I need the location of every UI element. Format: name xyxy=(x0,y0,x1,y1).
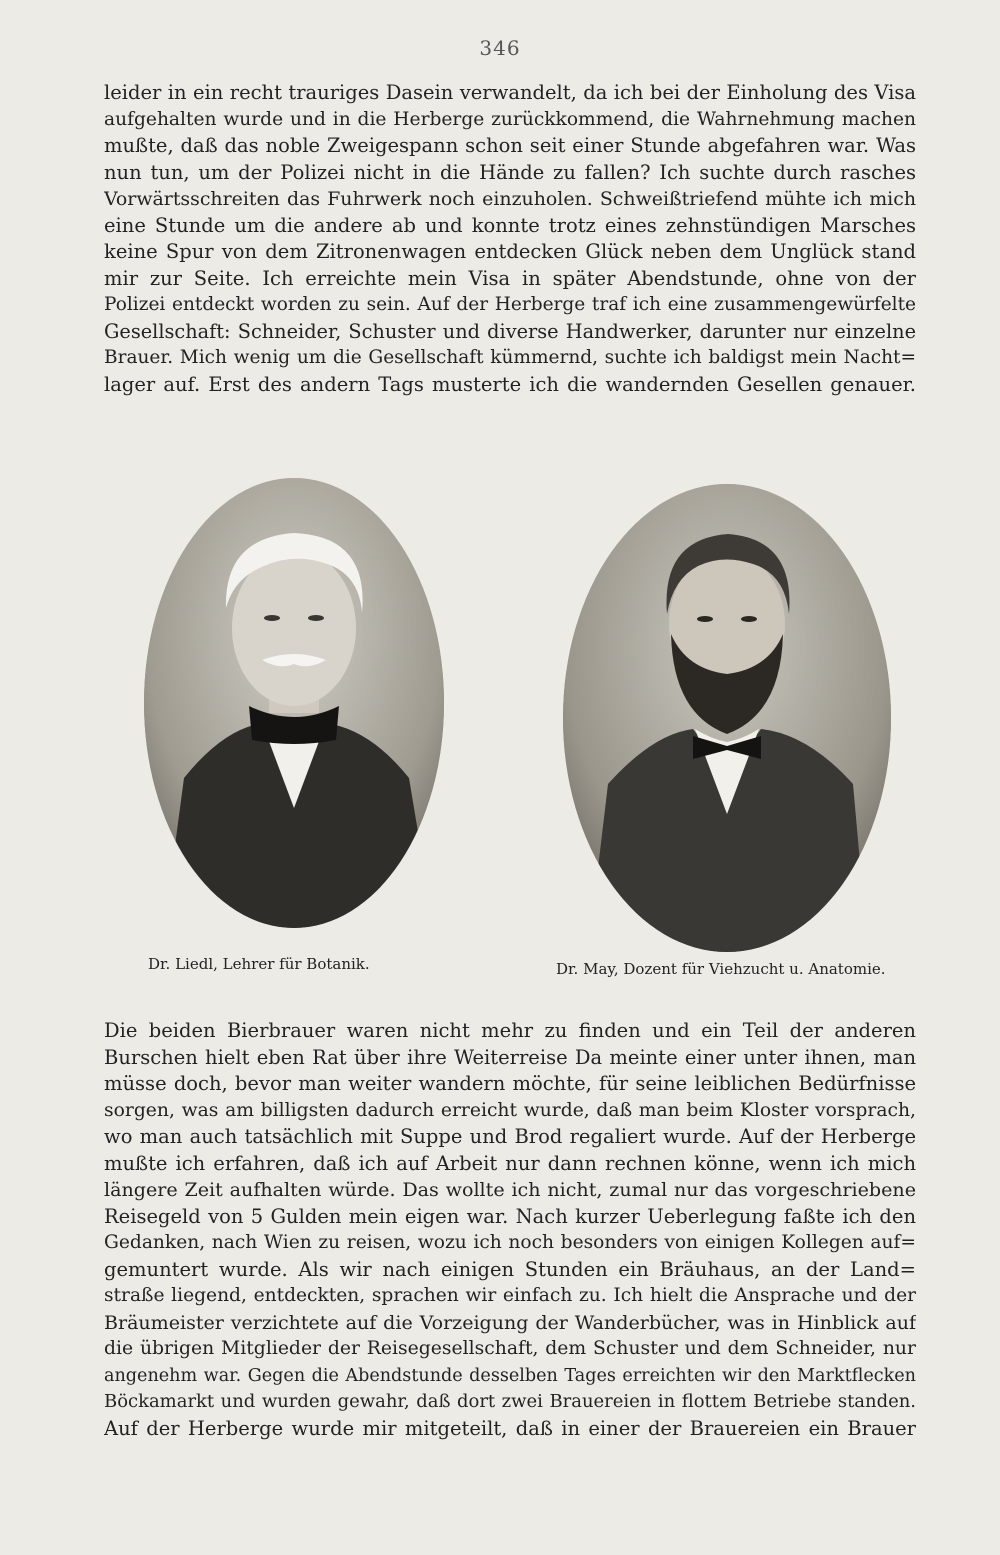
portrait-caption-right: Dr. May, Dozent für Viehzucht u. Anatomie. xyxy=(556,960,886,978)
text-line: gemuntert wurde. Als wir nach einigen Stunden ein Bräuhaus, an der Land= xyxy=(104,1257,916,1281)
text-line: Gesellschaft: Schneider, Schuster und diverse Handwerker, darunter nur einzelne xyxy=(104,319,916,343)
text-line: leider in ein recht trauriges Dasein verwandelt, da ich bei der Einholung des Visa xyxy=(104,81,916,104)
text-line: Vorwärtsschreiten das Fuhrwerk noch einzuholen. Schweißtriefend mühte ich mich xyxy=(104,188,916,210)
portrait-photo-left xyxy=(144,478,444,928)
text-line: keine Spur von dem Zitronenwagen entdecken Glück neben dem Unglück stand xyxy=(104,240,916,263)
text-line: die übrigen Mitglieder der Reisegesellschaft, dem Schuster und dem Schneider, nur xyxy=(104,1338,916,1359)
text-line: sorgen, was am billigsten dadurch erreicht wurde, daß man beim Kloster vorsprach, xyxy=(104,1099,916,1121)
text-line: Die beiden Bierbrauer waren nicht mehr zu finden und ein Teil der anderen xyxy=(104,1019,916,1042)
text-line: eine Stunde um die andere ab und konnte trotz eines zehnstündigen Marsches xyxy=(104,213,916,237)
text-line: lager auf. Erst des andern Tags musterte ich die wandernden Gesellen genauer. xyxy=(104,372,916,396)
portrait-caption-left: Dr. Liedl, Lehrer für Botanik. xyxy=(148,955,370,973)
text-line: Polizei entdeckt worden zu sein. Auf der Herberge traf ich eine zusammengewürfelte xyxy=(104,294,916,315)
text-line: mir zur Seite. Ich erreichte mein Visa in später Abendstunde, ohne von der xyxy=(104,266,916,290)
text-line: nun tun, um der Polizei nicht in die Hände zu fallen? Ich suchte durch rasches xyxy=(104,160,916,184)
portrait-illustration xyxy=(563,484,891,952)
text-line: Auf der Herberge wurde mir mitgeteilt, daß in einer der Brauereien ein Brauer xyxy=(104,1416,916,1440)
portrait-illustration xyxy=(144,478,444,928)
text-line: Bräumeister verzichtete auf die Vorzeigung der Wanderbücher, was in Hinblick auf xyxy=(104,1311,916,1334)
text-line: aufgehalten wurde und in die Herberge zurückkommend, die Wahrnehmung machen xyxy=(104,108,916,130)
body-paragraph-top xyxy=(104,80,916,398)
page-number: 346 xyxy=(479,36,521,60)
text-line: längere Zeit aufhalten würde. Das wollte ich nicht, zumal nur das vorgeschriebene xyxy=(104,1179,916,1201)
text-line: angenehm war. Gegen die Abendstunde desselben Tages erreichten wir den Marktflecken xyxy=(104,1365,916,1386)
text-line: Böckamarkt und wurden gewahr, daß dort zwei Brauereien in flottem Betriebe standen. xyxy=(104,1391,916,1412)
text-line: mußte ich erfahren, daß ich auf Arbeit nur dann rechnen könne, wenn ich mich xyxy=(104,1151,916,1175)
text-line: Gedanken, nach Wien zu reisen, wozu ich noch besonders von einigen Kollegen auf= xyxy=(104,1232,916,1253)
text-line: mußte, daß das noble Zweigespann schon seit einer Stunde abgefahren war. Was xyxy=(104,134,916,157)
text-line: Burschen hielt eben Rat über ihre Weiterreise Da meinte einer unter ihnen, man xyxy=(104,1045,916,1069)
text-line: müsse doch, bevor man weiter wandern möchte, für seine leiblichen Bedürfnisse xyxy=(104,1072,916,1095)
text-line: wo man auch tatsächlich mit Suppe und Brod regaliert wurde. Auf der Herberge xyxy=(104,1125,916,1148)
text-line: Reisegeld von 5 Gulden mein eigen war. Nach kurzer Ueberlegung faßte ich den xyxy=(104,1204,916,1228)
text-line: straße liegend, entdeckten, sprachen wir einfach zu. Ich hielt die Ansprache und der xyxy=(104,1285,916,1306)
portrait-photo-right xyxy=(563,484,891,952)
text-line: Brauer. Mich wenig um die Gesellschaft kümmernd, suchte ich baldigst mein Nacht= xyxy=(104,347,916,368)
body-paragraph-bottom xyxy=(104,1018,916,1442)
